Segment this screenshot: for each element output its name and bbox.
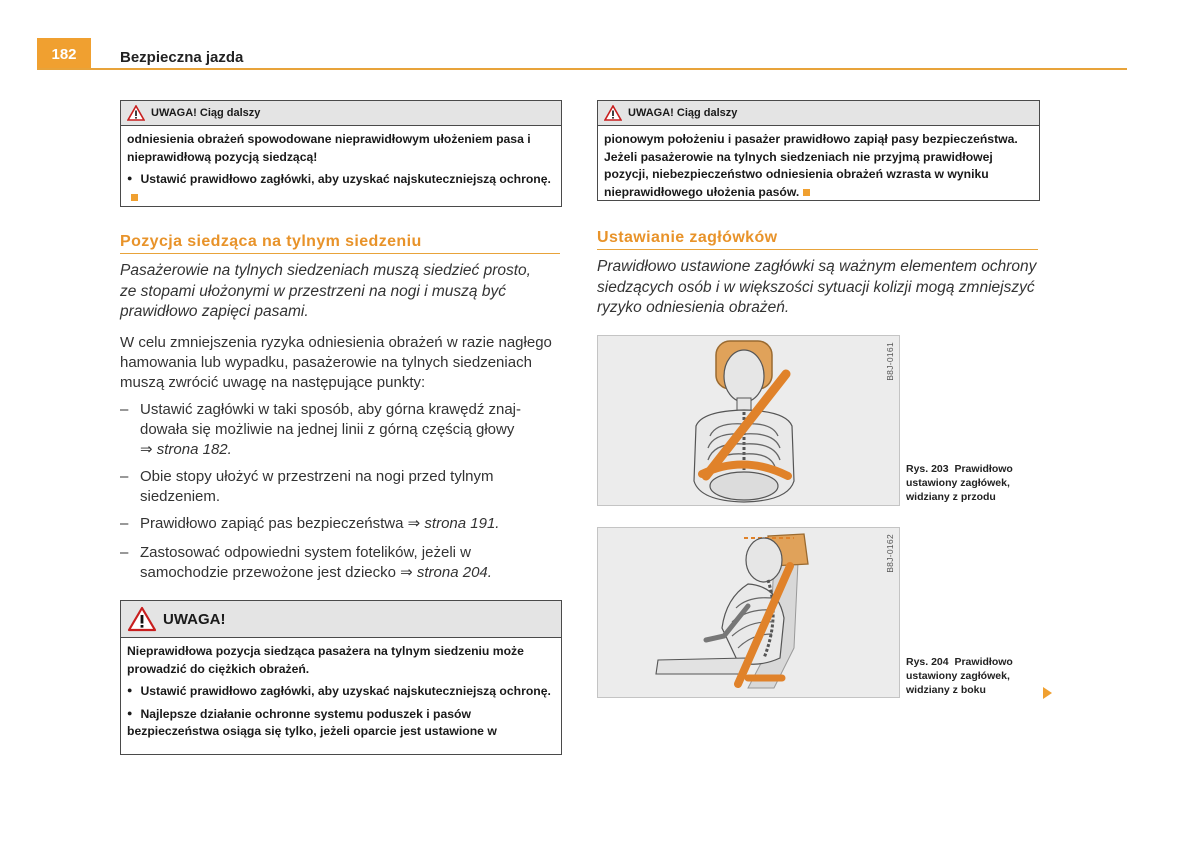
list-text: siedzeniem. <box>140 488 221 505</box>
bullet-text: Ustawić prawidłowo zagłówki, aby uzyskać najskuteczniejszą ochronę. <box>140 172 551 186</box>
warning-title: UWAGA! Ciąg dalszy <box>628 107 738 119</box>
warning-continued-right <box>597 100 1040 201</box>
list-text: Prawidłowo zapiąć pas bezpieczeństwa <box>140 515 404 532</box>
page-reference-link[interactable]: strona 191. <box>424 515 500 532</box>
page-number: 182 <box>37 38 91 70</box>
chapter-title: Bezpieczna jazda <box>120 49 244 66</box>
warning-triangle-icon <box>127 606 157 632</box>
section-heading-rear-seat: Pozycja siedząca na tylnym siedzeniu <box>120 233 422 250</box>
list-text: Zastosować odpowiedni system fotelików, jeżeli w <box>140 544 471 561</box>
arrow-symbol: ⇒ <box>400 564 413 581</box>
caption-number: Rys. 203 <box>906 463 949 475</box>
list-text: Obie stopy ułożyć w przestrzeni na nogi przed tylnym <box>140 468 494 485</box>
list-item <box>120 514 565 534</box>
figure-203 <box>597 335 900 506</box>
caption-text: ustawiony zagłówek, <box>906 477 1010 489</box>
arrow-symbol: ⇒ <box>407 515 421 532</box>
list-item <box>120 543 565 583</box>
bullet-text: Ustawić prawidłowo zagłówki, aby uzyskać najskuteczniejszą ochronę. <box>140 684 551 698</box>
caption-text: widziany z boku <box>906 684 986 696</box>
warning-bullet <box>127 682 555 701</box>
caption-text: widziany z przodu <box>906 491 996 503</box>
list-dash: – <box>120 468 129 485</box>
list-item <box>120 467 565 507</box>
caption-text: ustawiony zagłówek, <box>906 670 1010 682</box>
list-dash: – <box>120 515 129 532</box>
warning-text <box>604 131 1033 201</box>
arrow-symbol: ⇒ <box>140 441 153 458</box>
warning-continued-left <box>120 100 562 207</box>
warning-title: UWAGA! <box>163 610 226 628</box>
warning-text-content: pionowym położeniu i pasażer prawidłowo zapiął pasy bezpieczeństwa. Jeżeli pasażerowie na tylnych siedzeniach nie przyjmą prawidłowej pozycji, niebezpieczeństwo odniesienia obrażeń wzrasta w wyniku nieprawidłowego ułożenia pasów. <box>604 132 1018 199</box>
caption-text: Prawidłowo <box>954 656 1013 668</box>
end-square-icon <box>803 189 810 196</box>
warning-text: Nieprawidłowa pozycja siedząca pasażera na tylnym siedzeniu może prowadzić do ciężkich obrażeń. <box>127 644 524 676</box>
list-item <box>120 400 565 460</box>
section-body: W celu zmniejszenia ryzyka odniesienia obrażeń w razie nagłego hamowania lub wypadku, pasażerowie na tylnych siedzeniach muszą zwrócić uwagę na następujące punkty: <box>120 334 552 391</box>
list-text: dowała się możliwie na jednej linii z górną częścią głowy <box>140 421 515 438</box>
list-dash: – <box>120 401 129 418</box>
warning-header <box>121 601 561 638</box>
section-heading-headrests: Ustawianie zagłówków <box>597 229 778 246</box>
warning-text: odniesienia obrażeń spowodowane nieprawidłowym ułożeniem pasa i nieprawidłową pozycją siedzącą! <box>127 132 531 164</box>
caption-text: Prawidłowo <box>954 463 1013 475</box>
warning-title: UWAGA! Ciąg dalszy <box>151 107 261 119</box>
page-reference-link[interactable]: strona 204. <box>416 564 492 581</box>
warning-bullet <box>127 705 555 741</box>
figure-code: B8J-0162 <box>885 534 895 573</box>
warning-body <box>121 638 561 745</box>
list-text: Ustawić zagłówki w taki sposób, aby górna krawędź znaj- <box>140 401 521 418</box>
warning-triangle-icon <box>604 105 622 121</box>
figure-code: B8J-0161 <box>885 342 895 381</box>
bullet-text: Najlepsze działanie ochronne systemu poduszek i pasów bezpieczeństwa osiąga się tylko, jeżeli oparcie jest ustawione w <box>127 706 497 738</box>
warning-triangle-icon <box>127 105 145 121</box>
figure-203-illustration <box>598 336 899 505</box>
figure-204-illustration <box>598 528 899 697</box>
next-page-arrow-icon[interactable] <box>1043 687 1052 699</box>
list-dash: – <box>120 544 129 561</box>
section-intro: Pasażerowie na tylnych siedzeniach muszą siedzieć prosto, ze stopami ułożonymi w przestrzeni na nogi i muszą być prawidłowo zapięci pasami. <box>120 262 531 320</box>
warning-bullet <box>127 170 555 206</box>
warning-header <box>598 101 1039 126</box>
figure-204 <box>597 527 900 698</box>
warning-body <box>598 126 1039 205</box>
caption-number: Rys. 204 <box>906 656 949 668</box>
section-intro: Prawidłowo ustawione zagłówki są ważnym elementem ochrony siedzących osób i w większości sytuacji kolizji mogą zmniejszyć ryzyko odniesienia obrażeń. <box>597 258 1037 316</box>
section-rule <box>597 249 1038 250</box>
section-rule <box>120 253 560 254</box>
warning-body <box>121 126 561 210</box>
end-square-icon <box>131 194 138 201</box>
figure-203-caption <box>906 462 1046 504</box>
header-rule <box>37 68 1127 70</box>
page-reference-link[interactable]: strona 182. <box>156 441 232 458</box>
list-text: samochodzie przewożone jest dziecko <box>140 564 396 581</box>
figure-204-caption <box>906 655 1046 697</box>
warning-main <box>120 600 562 755</box>
warning-header <box>121 101 561 126</box>
